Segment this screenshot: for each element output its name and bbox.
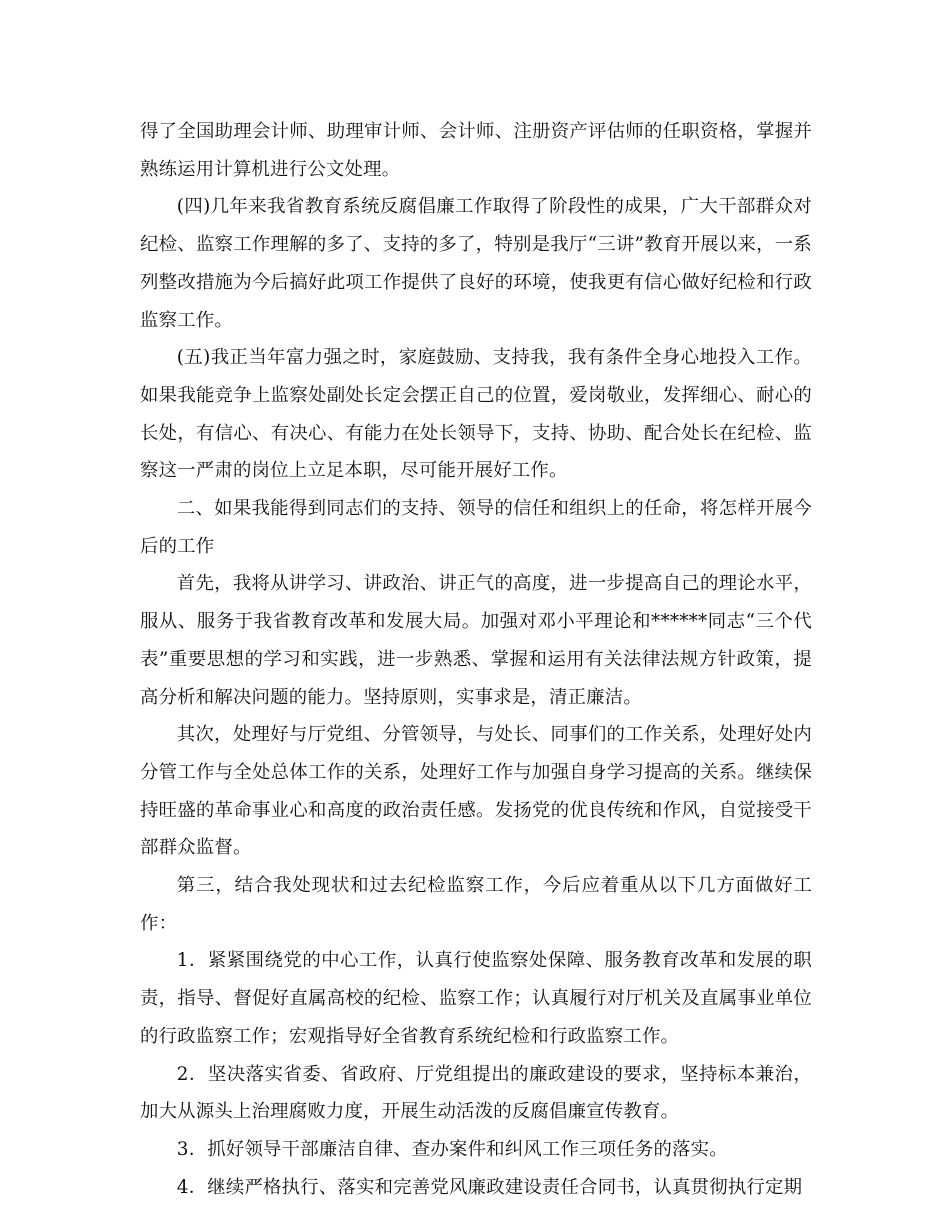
list-item-2: 2．坚决落实省委、省政府、厅党组提出的廉政建设的要求，坚持标本兼治，加大从源头上治理腐败力度，开展生动活泼的反腐倡廉宣传教育。	[140, 1063, 812, 1123]
document-body	[140, 113, 812, 1206]
list-item-4: 4．继续严格执行、落实和完善党风廉政建设责任合同书，认真贯彻执行定期	[176, 1176, 803, 1198]
paragraph-section-4: (四)几年来我省教育系统反腐倡廉工作取得了阶段性的成果，广大干部群众对纪检、监察工作理解的多了、支持的多了，特别是我厅“三讲”教育开展以来，一系列整改措施为今后搞好此项工作提供了良好的环境，使我更有信心做好纪检和行政监察工作。	[140, 196, 812, 331]
paragraph-continued: 得了全国助理会计师、助理审计师、会计师、注册资产评估师的任职资格，掌握并熟练运用计算机进行公文处理。	[140, 121, 812, 180]
paragraph-first: 首先，我将从讲学习、讲政治、讲正气的高度，进一步提高自己的理论水平，服从、服务于我省教育改革和发展大局。加强对邓小平理论和******同志“三个代表”重要思想的学习和实践，进一步熟悉、掌握和运用有关法律法规方针政策，提高分析和解决问题的能力。坚持原则，实事求是，清正廉洁。	[140, 573, 812, 708]
list-item-3: 3．抓好领导干部廉洁自律、查办案件和纠风工作三项任务的落实。	[176, 1138, 728, 1160]
paragraph-second: 其次，处理好与厅党组、分管领导，与处长、同事们的工作关系，处理好处内分管工作与全处总体工作的关系，处理好工作与加强自身学习提高的关系。继续保持旺盛的革命事业心和高度的政治责任感。发扬党的优良传统和作风，自觉接受干部群众监督。	[140, 724, 812, 859]
paragraph-section-5: (五)我正当年富力强之时，家庭鼓励、支持我，我有条件全身心地投入工作。如果我能竞争上监察处副处长定会摆正自己的位置，爱岗敬业，发挥细心、耐心的长处，有信心、有决心、有能力在处长领导下，支持、协助、配合处长在纪检、监察这一严肃的岗位上立足本职，尽可能开展好工作。	[140, 347, 812, 482]
list-item-1: 1．紧紧围绕党的中心工作，认真行使监察处保障、服务教育改革和发展的职责，指导、督促好直属高校的纪检、监察工作；认真履行对厅机关及直属事业单位的行政监察工作；宏观指导好全省教育系统纪检和行政监察工作。	[140, 950, 812, 1047]
paragraph-heading-2: 二、如果我能得到同志们的支持、领导的信任和组织上的任命，将怎样开展今后的工作	[140, 498, 812, 557]
paragraph-third: 第三，结合我处现状和过去纪检监察工作，今后应着重从以下几方面做好工作：	[140, 875, 812, 934]
